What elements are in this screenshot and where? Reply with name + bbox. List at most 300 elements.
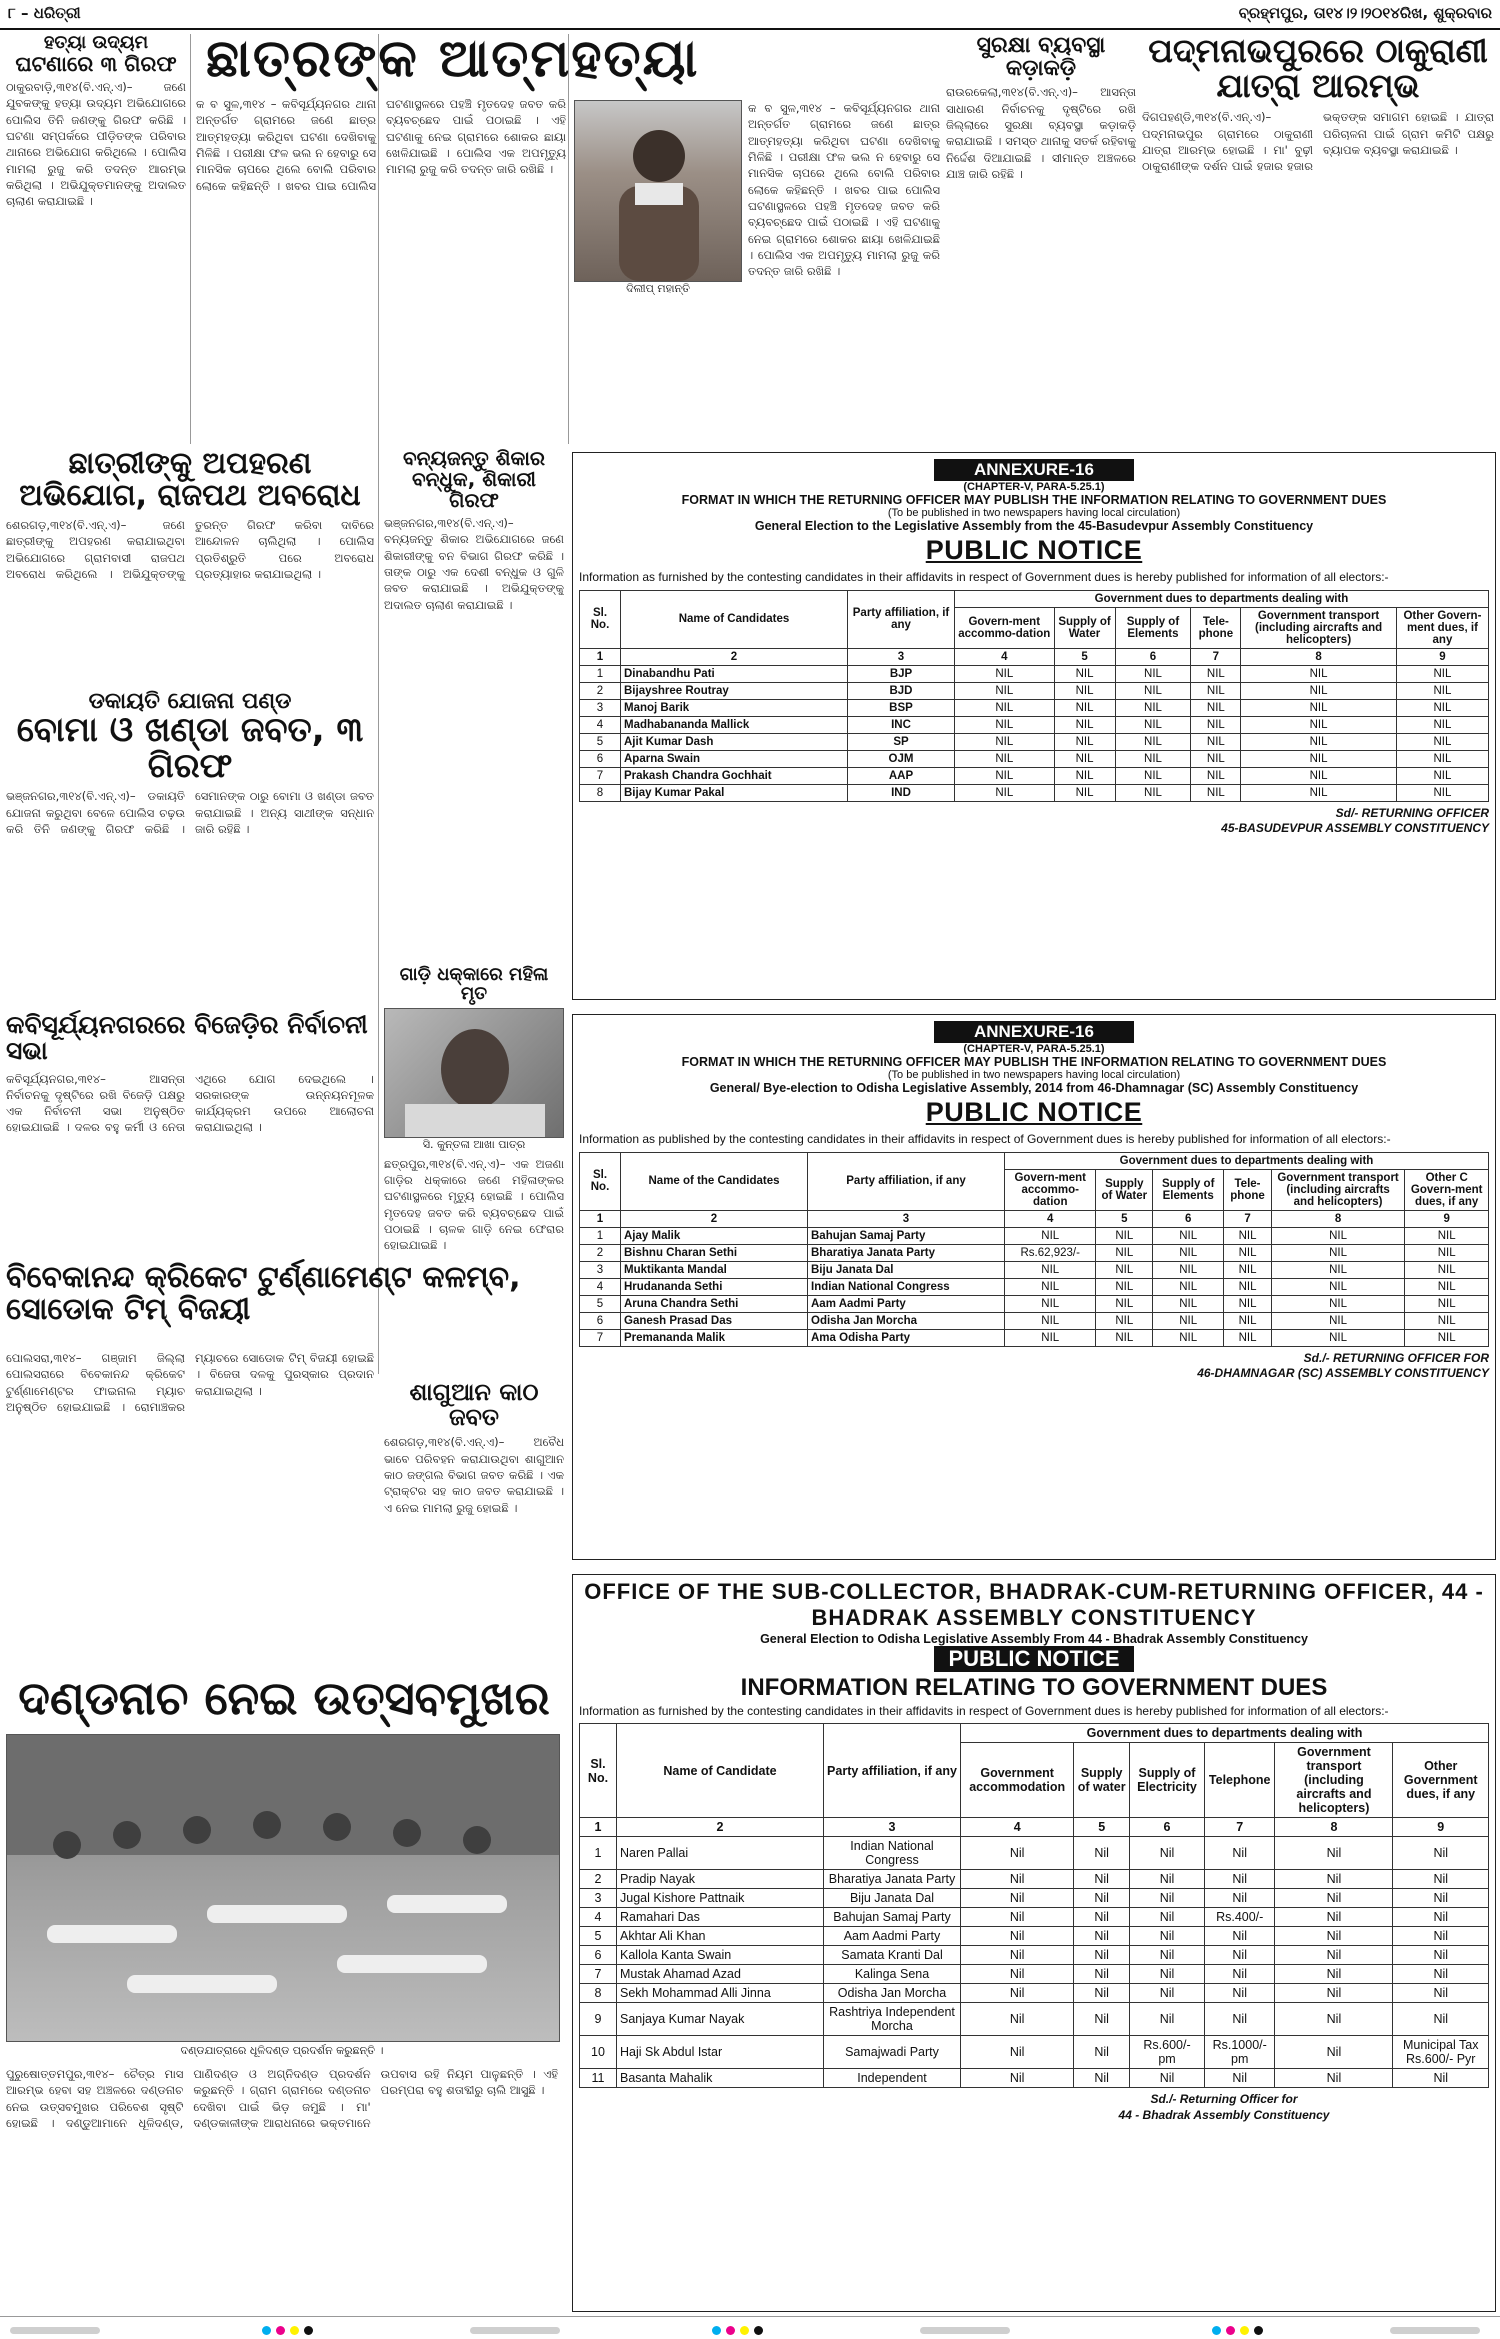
story-security — [946, 34, 1136, 414]
magenta-dot-icon — [726, 2326, 735, 2335]
table-cell: NIL — [955, 784, 1055, 801]
cyan-dot-icon — [1212, 2326, 1221, 2335]
table-cell: NIL — [1396, 733, 1488, 750]
table-cell: Sanjaya Kumar Nayak — [617, 2003, 824, 2036]
table-cell: NIL — [1054, 784, 1115, 801]
table-cell: NIL — [1191, 682, 1241, 699]
table-cell: Nil — [1205, 1927, 1275, 1946]
table-cell: NIL — [1153, 1261, 1224, 1278]
column-number: 8 — [1271, 1210, 1405, 1227]
table-cell: NIL — [1224, 1227, 1272, 1244]
table-cell: Pradip Nayak — [617, 1870, 824, 1889]
story-body: ଶେରଗଡ଼,୩୧୪(ବି.ଏନ୍.ଏ)– ଅବୈଧ ଭାବେ ପରିବହନ କରାଯାଉଥିବା ଶାଗୁଆନ କାଠ ଜଙ୍ଗଲ ବିଭାଗ ଜବତ କରିଛି । ଏକ ଟ୍ରାକ୍ଟର ସହ କାଠ ଜବତ କରାଯାଇଛି । ଏ ନେଇ ମାମଲା ରୁଜୁ ହୋଇଛି । — [384, 1435, 564, 1515]
table-cell: NIL — [1096, 1244, 1153, 1261]
table-cell: NIL — [1191, 665, 1241, 682]
story-headline: ଘଟଣାରେ ୩ ଗିରଫ — [15, 51, 177, 76]
col-header: Name of Candidate — [617, 1724, 824, 1818]
story-body: କବିସୂର୍ଯ୍ୟନଗର,୩୧୪– ଆସନ୍ତା ନିର୍ବାଚନକୁ ଦୃଷ୍ଟିରେ ରଖି ବିଜେଡ଼ି ପକ୍ଷରୁ ଏକ ନିର୍ବାଚନୀ ସଭା ଅନୁଷ୍ଠିତ ହୋଇଯାଇଛି । ଦଳର ବହୁ କର୍ମୀ ଓ ନେତା ଏଥିରେ ଯୋଗ ଦେଇଥିଲେ । ସରକାରଙ୍କ ଉନ୍ନୟନମୂଳକ କାର୍ଯ୍ୟକ୍ରମ ଉପରେ ଆଲୋଚନା କରାଯାଇଥିଲା । — [6, 1071, 374, 1135]
table-cell: NIL — [1405, 1295, 1489, 1312]
table-cell: NIL — [1005, 1295, 1096, 1312]
table-cell: NIL — [1191, 716, 1241, 733]
table-row — [580, 1946, 1489, 1965]
table-cell: Nil — [1130, 1837, 1205, 1870]
election-title: General Election to Odisha Legislative Assembly From 44 - Bhadrak Assembly Constituency — [760, 1631, 1308, 1646]
story-kicker: ଡକାୟତି ଯୋଜନା ପଣ୍ଡ — [88, 689, 292, 714]
election-title: General/ Bye-election to Odisha Legislative Assembly, 2014 from 46-Dhamnagar (SC) Assembly Constituency — [709, 1081, 1359, 1095]
column-number-row — [580, 1210, 1489, 1227]
story-headline: ଛାତ୍ରଙ୍କ ଆତ୍ମହତ୍ୟା — [206, 29, 700, 89]
table-cell: Nil — [961, 2069, 1074, 2088]
column-number: 3 — [824, 1818, 961, 1837]
photo-caption: ସି. କୁନ୍ତଳା ଆଖା ପାତ୍ର — [422, 1137, 526, 1151]
table-cell: NIL — [1153, 1312, 1224, 1329]
story-headline: ଛାତ୍ରୀଙ୍କୁ ଅପହରଣ ଅଭିଯୋଗ, ରାଜପଥ ଅବରୋଧ — [19, 446, 361, 513]
table-cell: 5 — [580, 733, 621, 750]
student-photo — [574, 100, 742, 282]
table-cell: NIL — [1191, 767, 1241, 784]
notice-subtitle: INFORMATION RELATING TO GOVERNMENT DUES — [740, 1673, 1328, 1701]
column-rule — [568, 34, 569, 444]
table-cell: NIL — [1153, 1329, 1224, 1346]
table-cell: Nil — [1130, 1870, 1205, 1889]
table-cell: NIL — [1224, 1329, 1272, 1346]
table-cell: NIL — [1224, 1278, 1272, 1295]
table-cell: NIL — [1396, 716, 1488, 733]
accident-photo — [384, 1008, 564, 1138]
black-dot-icon — [1254, 2326, 1263, 2335]
column-number: 5 — [1074, 1818, 1130, 1837]
table-row — [580, 699, 1489, 716]
table-cell: Basanta Mahalik — [617, 2069, 824, 2088]
chapter-ref: (CHAPTER-V, PARA-5.25.1) — [963, 481, 1105, 493]
dues-table — [579, 1723, 1489, 2088]
table-cell: Ajay Malik — [621, 1227, 808, 1244]
table-cell: Nil — [1130, 2069, 1205, 2088]
story-body: ପୁରୁଷୋତ୍ତମପୁର,୩୧୪– ଚୈତ୍ର ମାସ ଆରମ୍ଭ ହେବା ସହ ଅଞ୍ଚଳରେ ଦଣ୍ଡନାଚ ନେଇ ଉତ୍ସବମୁଖର ପରିବେଶ ସୃଷ୍ଟି ହୋଇଛି । ଦଣ୍ଡୁଆମାନେ ଧୂଳିଦଣ୍ଡ, ପାଣିଦଣ୍ଡ ଓ ଅଗ୍ନିଦଣ୍ଡ ପ୍ରଦର୍ଶନ କରୁଛନ୍ତି । ଗ୍ରାମ ଗ୍ରାମରେ ଦଣ୍ଡନାଚ ଦେଖିବା ପାଇଁ ଭିଡ଼ ଜମୁଛି । ମା' ଦଣ୍ଡକାଳୀଙ୍କ ଆରାଧନାରେ ଭକ୍ତମାନେ ଉପବାସ ରହି ନିୟମ ପାଳୁଛନ୍ତି । ଏହି ପରମ୍ପରା ବହୁ ଶତାବ୍ଦୀରୁ ଚାଲି ଆସୁଛି । — [6, 2067, 558, 2130]
story-headline: ସୁରକ୍ଷା ବ୍ୟବସ୍ଥା କଡ଼ାକଡ଼ି — [976, 33, 1106, 82]
table-body — [580, 1210, 1489, 1346]
column-number: 6 — [1130, 1818, 1205, 1837]
col-header: Name of the Candidates — [621, 1152, 808, 1210]
table-cell: 6 — [580, 1312, 621, 1329]
dues-table — [579, 590, 1489, 802]
table-cell: SP — [848, 733, 955, 750]
table-cell: NIL — [1405, 1227, 1489, 1244]
table-row — [580, 1295, 1489, 1312]
table-cell: Kallola Kanta Swain — [617, 1946, 824, 1965]
table-cell: Nil — [1205, 1889, 1275, 1908]
table-cell: NIL — [1241, 784, 1397, 801]
column-number: 9 — [1405, 1210, 1489, 1227]
table-cell: Nil — [1130, 1927, 1205, 1946]
table-cell: Hrudananda Sethi — [621, 1278, 808, 1295]
table-cell: NIL — [1241, 733, 1397, 750]
table-row — [580, 750, 1489, 767]
table-cell: Biju Janata Dal — [824, 1889, 961, 1908]
column-number: 6 — [1153, 1210, 1224, 1227]
story-murder — [6, 34, 186, 409]
table-cell: Nil — [1205, 1965, 1275, 1984]
table-cell: NIL — [1153, 1295, 1224, 1312]
table-cell: Bishnu Charan Sethi — [621, 1244, 808, 1261]
group-header: Government dues to departments dealing with — [1005, 1152, 1489, 1169]
table-cell: Nil — [1205, 2003, 1275, 2036]
black-dot-icon — [304, 2326, 313, 2335]
office-title: OFFICE OF THE SUB-COLLECTOR, BHADRAK-CUM-RETURNING OFFICER, 44 - BHADRAK ASSEMBLY CONSTITUENCY — [584, 1579, 1484, 1631]
table-cell: Nil — [1393, 1946, 1489, 1965]
table-cell: NIL — [1054, 699, 1115, 716]
yellow-dot-icon — [1240, 2326, 1249, 2335]
table-cell: NIL — [1271, 1227, 1405, 1244]
col-header: Supply of Elements — [1153, 1169, 1224, 1210]
election-title: General Election to the Legislative Assembly from the 45-Basudevpur Assembly Constituency — [754, 519, 1314, 533]
table-cell: Madhabananda Mallick — [621, 716, 848, 733]
column-number: 3 — [808, 1210, 1005, 1227]
table-cell: NIL — [1241, 716, 1397, 733]
col-header: Supply of Elements — [1115, 607, 1191, 648]
table-cell: Sekh Mohammad Alli Jinna — [617, 1984, 824, 2003]
col-header: Other Government dues, if any — [1393, 1743, 1489, 1818]
signature-line: 46-DHAMNAGAR (SC) ASSEMBLY CONSTITUENCY — [1197, 1366, 1489, 1381]
photo-caption: ଦିଲୀପ୍ ମହାନ୍ତି — [626, 282, 690, 295]
table-cell: Nil — [1130, 2003, 1205, 2036]
table-cell: 1 — [580, 1227, 621, 1244]
signature-line: Sd./- Returning Officer for — [1150, 2092, 1298, 2107]
story-kicker: ହତ୍ୟା ଉଦ୍ୟମ — [43, 32, 149, 53]
magenta-dot-icon — [1226, 2326, 1235, 2335]
col-header: Sl. No. — [580, 1724, 617, 1818]
table-cell: Nil — [1074, 1837, 1130, 1870]
table-cell: NIL — [1396, 665, 1488, 682]
cyan-dot-icon — [262, 2326, 271, 2335]
table-cell: Samajwadi Party — [824, 2036, 961, 2069]
col-header: Tele-phone — [1191, 607, 1241, 648]
table-cell: Manoj Barik — [621, 699, 848, 716]
table-cell: NIL — [1096, 1295, 1153, 1312]
table-cell: Nil — [1074, 1946, 1130, 1965]
table-cell: NIL — [1153, 1227, 1224, 1244]
table-cell: 2 — [580, 1870, 617, 1889]
table-cell: Ramahari Das — [617, 1908, 824, 1927]
table-cell: Nil — [1205, 1946, 1275, 1965]
table-cell: Nil — [961, 2003, 1074, 2036]
col-header: Other Govern-ment dues, if any — [1396, 607, 1488, 648]
table-cell: Ajit Kumar Dash — [621, 733, 848, 750]
table-cell: Muktikanta Mandal — [621, 1261, 808, 1278]
col-header: Govern-ment accommo-dation — [955, 607, 1055, 648]
table-cell: NIL — [955, 750, 1055, 767]
col-header: Tele-phone — [1224, 1169, 1272, 1210]
table-cell: NIL — [1054, 767, 1115, 784]
column-number: 3 — [848, 648, 955, 665]
table-cell: Naren Pallai — [617, 1837, 824, 1870]
column-number-row — [580, 1818, 1489, 1837]
table-cell: Nil — [1205, 2069, 1275, 2088]
col-header: Supply of water — [1074, 1743, 1130, 1818]
signature — [579, 2092, 1489, 2123]
victim-photo-icon — [385, 1009, 564, 1137]
table-row — [580, 1278, 1489, 1295]
table-cell: NIL — [1271, 1278, 1405, 1295]
table-cell: NIL — [1191, 784, 1241, 801]
table-row — [580, 1227, 1489, 1244]
column-rule — [190, 34, 191, 444]
story-body: ଶେରଗଡ଼,୩୧୪(ବି.ଏନ୍.ଏ)– ଜଣେ ଛାତ୍ରୀଙ୍କୁ ଅପହରଣ କରାଯାଇଥିବା ଅଭିଯୋଗରେ ଗ୍ରାମବାସୀ ରାଜପଥ ଅବରୋଧ କରିଥିଲେ । ଅଭିଯୁକ୍ତଙ୍କୁ ତୁରନ୍ତ ଗିରଫ କରିବା ଦାବିରେ ଆନ୍ଦୋଳନ ଚାଲିଥିଲା । ପୋଲିସ ପ୍ରତିଶ୍ରୁତି ପରେ ଅବରୋଧ ପ୍ରତ୍ୟାହାର କରାଯାଇଥିଲା । — [6, 518, 374, 581]
table-cell: Nil — [1130, 1946, 1205, 1965]
table-cell: Aparna Swain — [621, 750, 848, 767]
story-body-cont: କ ବ ସୁଳ,୩୧୪ – କବିସୂର୍ଯ୍ୟନଗର ଥାନା ଅନ୍ତର୍ଗତ ଗ୍ରାମରେ ଜଣେ ଛାତ୍ର ଆତ୍ମହତ୍ୟା କରିଥିବା ଘଟଣା ଦେଖିବାକୁ ମିଳିଛି । ପରୀକ୍ଷା ଫଳ ଭଲ ନ ହେବାରୁ ସେ ମାନସିକ ଚାପରେ ଥିଲେ ବୋଲି ପରିବାର ଲୋକେ କହିଛନ୍ତି । ଖବର ପାଇ ପୋଲିସ ଘଟଣାସ୍ଥଳରେ ପହଞ୍ଚି ମୃତଦେହ ଜବତ କରି ବ୍ୟବଚ୍ଛେଦ ପାଇଁ ପଠାଇଛି । ଏହି ଘଟଣାକୁ ନେଇ ଗ୍ରାମରେ ଶୋକର ଛାୟା ଖେଳିଯାଇଛି । ପୋଲିସ ଏକ ଅପମୃତ୍ୟୁ ମାମଲା ରୁଜୁ କରି ତଦନ୍ତ ଜାରି ରଖିଛି । — [748, 101, 940, 279]
format-title: FORMAT IN WHICH THE RETURNING OFFICER MAY PUBLISH THE INFORMATION RELATING TO GOVERNMENT DUES — [681, 1055, 1387, 1069]
table-cell: Nil — [1074, 2069, 1130, 2088]
table-cell: Indian National Congress — [824, 1837, 961, 1870]
table-cell: Nil — [1275, 1927, 1393, 1946]
column-number: 8 — [1275, 1818, 1393, 1837]
table-cell: Nil — [1074, 1965, 1130, 1984]
table-cell: NIL — [1054, 665, 1115, 682]
story-bjd-meeting — [6, 1012, 374, 1291]
notice-title: PUBLIC NOTICE — [925, 535, 1143, 565]
story-headline: ପଦ୍ମନାଭପୁରରେ ଠାକୁରାଣୀ ଯାତ୍ରା ଆରମ୍ଭ — [1148, 31, 1488, 105]
chapter-ref: (CHAPTER-V, PARA-5.25.1) — [963, 1043, 1105, 1055]
column-number: 8 — [1241, 648, 1397, 665]
col-header: Sl. No. — [580, 1152, 621, 1210]
column-number: 9 — [1393, 1818, 1489, 1837]
table-cell: Nil — [1074, 2036, 1130, 2069]
table-cell: NIL — [1396, 750, 1488, 767]
table-cell: Nil — [961, 1927, 1074, 1946]
table-cell: BJP — [848, 665, 955, 682]
table-cell: 1 — [580, 665, 621, 682]
format-title: FORMAT IN WHICH THE RETURNING OFFICER MAY PUBLISH THE INFORMATION RELATING TO GOVERNMENT DUES — [681, 493, 1387, 507]
table-cell: Nil — [1130, 1984, 1205, 2003]
black-dot-icon — [754, 2326, 763, 2335]
table-cell: Nil — [1130, 1908, 1205, 1927]
table-cell: NIL — [1241, 665, 1397, 682]
table-cell: NIL — [1396, 699, 1488, 716]
column-number: 7 — [1224, 1210, 1272, 1227]
table-cell: NIL — [955, 665, 1055, 682]
table-cell: Nil — [1393, 1889, 1489, 1908]
table-cell: NIL — [955, 716, 1055, 733]
table-cell: NIL — [1396, 767, 1488, 784]
story-headline: ବନ୍ୟଜନ୍ତୁ ଶିକାର ବନ୍ଧୁକ, ଶିକାରୀ ଗିରଫ — [402, 446, 546, 512]
notice-intro: Information as furnished by the contesting candidates in their affidavits in respect of Government dues is hereby published for information of all electors:- — [579, 570, 1389, 584]
table-cell: Nil — [1205, 1984, 1275, 2003]
table-cell: INC — [848, 716, 955, 733]
dues-table — [579, 1152, 1489, 1347]
registration-bar — [920, 2327, 1010, 2334]
story-body: କ ବ ସୁଳ,୩୧୪ – କବିସୂର୍ଯ୍ୟନଗର ଥାନା ଅନ୍ତର୍ଗତ ଗ୍ରାମରେ ଜଣେ ଛାତ୍ର ଆତ୍ମହତ୍ୟା କରିଥିବା ଘଟଣା ଦେଖିବାକୁ ମିଳିଛି । ପରୀକ୍ଷା ଫଳ ଭଲ ନ ହେବାରୁ ସେ ମାନସିକ ଚାପରେ ଥିଲେ ବୋଲି ପରିବାର ଲୋକେ କହିଛନ୍ତି । ଖବର ପାଇ ପୋଲିସ ଘଟଣାସ୍ଥଳରେ ପହଞ୍ଚି ମୃତଦେହ ଜବତ କରି ବ୍ୟବଚ୍ଛେଦ ପାଇଁ ପଠାଇଛି । ଏହି ଘଟଣାକୁ ନେଇ ଗ୍ରାମରେ ଶୋକର ଛାୟା ଖେଳିଯାଇଛି । ପୋଲିସ ଏକ ଅପମୃତ୍ୟୁ ମାମଲା ରୁଜୁ କରି ତଦନ୍ତ ଜାରି ରଖିଛି । — [196, 97, 566, 193]
table-body — [580, 1818, 1489, 2088]
table-cell: Nil — [1393, 2003, 1489, 2036]
column-number: 5 — [1096, 1210, 1153, 1227]
table-cell: Nil — [1393, 2069, 1489, 2088]
table-cell: Nil — [961, 1984, 1074, 2003]
annexure-tag: ANNEXURE-16 — [934, 459, 1134, 481]
table-cell: Ama Odisha Party — [808, 1329, 1005, 1346]
signature-line: Sd./- RETURNING OFFICER FOR — [1303, 1350, 1489, 1365]
table-row — [580, 1261, 1489, 1278]
table-cell: Independent — [824, 2069, 961, 2088]
table-cell: NIL — [1271, 1312, 1405, 1329]
publish-note: (To be published in two newspapers having local circulation) — [887, 1069, 1181, 1081]
person-silhouette-icon — [575, 101, 742, 281]
table-cell: Bharatiya Janata Party — [824, 1870, 961, 1889]
table-cell: Odisha Jan Morcha — [824, 1984, 961, 2003]
column-number: 6 — [1115, 648, 1191, 665]
table-row — [580, 1244, 1489, 1261]
table-cell: Akhtar Ali Khan — [617, 1927, 824, 1946]
table-cell: Nil — [1275, 1908, 1393, 1927]
danda-photo — [6, 1734, 560, 2042]
column-number: 4 — [955, 648, 1055, 665]
table-cell: NIL — [1115, 665, 1191, 682]
table-cell: Nil — [1205, 1870, 1275, 1889]
table-row — [580, 733, 1489, 750]
signature — [579, 806, 1489, 837]
col-header: Supply of Electricity — [1130, 1743, 1205, 1818]
table-cell: Rs.600/- pm — [1130, 2036, 1205, 2069]
table-row — [580, 682, 1489, 699]
column-number: 1 — [580, 1210, 621, 1227]
table-cell: NIL — [1224, 1295, 1272, 1312]
table-cell: NIL — [1191, 733, 1241, 750]
table-cell: 8 — [580, 784, 621, 801]
table-cell: NIL — [1054, 733, 1115, 750]
table-cell: NIL — [1405, 1278, 1489, 1295]
col-header: Party affiliation, if any — [824, 1724, 961, 1818]
table-cell: 3 — [580, 699, 621, 716]
yellow-dot-icon — [740, 2326, 749, 2335]
table-cell: 7 — [580, 1329, 621, 1346]
col-header: Other C Govern-ment dues, if any — [1405, 1169, 1489, 1210]
column-number: 1 — [580, 1818, 617, 1837]
table-cell: NIL — [955, 699, 1055, 716]
table-row — [580, 1908, 1489, 1927]
table-cell: Nil — [961, 1837, 1074, 1870]
col-header: Govern-ment accommo-dation — [1005, 1169, 1096, 1210]
table-cell: NIL — [1271, 1295, 1405, 1312]
col-header: Name of Candidates — [621, 590, 848, 648]
dateline: ବ୍ରହ୍ମପୁର, ତା୧୪।୨।୨୦୧୪ରିଖ, ଶୁକ୍ରବାର — [1238, 4, 1492, 22]
story-headline: ଶାଗୁଆନ କାଠ ଜବତ — [409, 1378, 539, 1432]
signature-line: 45-BASUDEVPUR ASSEMBLY CONSTITUENCY — [1221, 821, 1489, 836]
table-cell: Bahujan Samaj Party — [808, 1227, 1005, 1244]
col-header: Government accommodation — [961, 1743, 1074, 1818]
story-headline: ଦଣ୍ଡନାଚ ନେଇ ଉତ୍ସବମୁଖର — [18, 1671, 550, 1725]
table-cell: Nil — [1393, 1927, 1489, 1946]
table-cell: NIL — [1115, 767, 1191, 784]
table-cell: BSP — [848, 699, 955, 716]
table-cell: Nil — [1393, 1984, 1489, 2003]
table-row — [580, 1837, 1489, 1870]
story-danda — [6, 1671, 562, 1725]
table-cell: NIL — [1271, 1261, 1405, 1278]
table-cell: 10 — [580, 2036, 617, 2069]
crowd-photo-icon — [7, 1735, 559, 2041]
table-cell: Bijayshree Routray — [621, 682, 848, 699]
table-cell: 11 — [580, 2069, 617, 2088]
story-headline: ବୋମା ଓ ଖଣ୍ଡା ଜବତ, ୩ ଗିରଫ — [16, 710, 364, 786]
table-cell: Nil — [1074, 2003, 1130, 2036]
table-cell: 6 — [580, 750, 621, 767]
table-cell: NIL — [1405, 1244, 1489, 1261]
signature-line: 44 - Bhadrak Assembly Constituency — [1118, 2107, 1330, 2122]
registration-bar — [10, 2327, 100, 2334]
table-row — [580, 1927, 1489, 1946]
column-number: 7 — [1205, 1818, 1275, 1837]
table-cell: NIL — [1115, 784, 1191, 801]
table-row — [580, 1870, 1489, 1889]
table-cell: NIL — [1115, 682, 1191, 699]
public-notice-basudevpur — [572, 452, 1496, 1000]
public-notice-dhamnagar — [572, 1014, 1496, 1560]
story-headline: ଗାଡ଼ି ଧକ୍କାରେ ମହିଳା ମୃତ — [399, 964, 549, 1004]
table-cell: NIL — [1005, 1278, 1096, 1295]
table-cell: 9 — [580, 2003, 617, 2036]
table-cell: Nil — [961, 1946, 1074, 1965]
table-cell: 4 — [580, 1278, 621, 1295]
column-number: 7 — [1191, 648, 1241, 665]
story-headline: ବିବେକାନନ୍ଦ କ୍ରିକେଟ ଟୁର୍ଣ୍ଣାମେଣ୍ଟ କଳମ୍ବ, ସୋଡୋକ ଟିମ୍ ବିଜୟୀ — [6, 1260, 521, 1327]
table-cell: NIL — [1405, 1261, 1489, 1278]
table-cell: NIL — [1241, 750, 1397, 767]
table-cell: NIL — [1271, 1329, 1405, 1346]
story-body: ରାଉରକେଲା,୩୧୪(ବି.ଏନ୍.ଏ)– ଆସନ୍ତା ସାଧାରଣ ନିର୍ବାଚନକୁ ଦୃଷ୍ଟିରେ ରଖି ଜିଲ୍ଲାରେ ସୁରକ୍ଷା ବ୍ୟବସ୍ଥା କଡ଼ାକଡ଼ି କରାଯାଇଛି । ସମସ୍ତ ଥାନାକୁ ସତର୍କ ରହିବାକୁ ନିର୍ଦ୍ଦେଶ ଦିଆଯାଇଛି । ସୀମାନ୍ତ ଅଞ୍ଚଳରେ ଯାଞ୍ଚ ଜାରି ରହିଛି । — [946, 85, 1136, 181]
table-cell: Aam Aadmi Party — [808, 1295, 1005, 1312]
table-cell: Samata Kranti Dal — [824, 1946, 961, 1965]
story-body: ଠାକୁରବାଡ଼ି,୩୧୪(ବି.ଏନ୍.ଏ)– ଜଣେ ଯୁବକଙ୍କୁ ହତ୍ୟା ଉଦ୍ୟମ ଅଭିଯୋଗରେ ପୋଲିସ ତିନି ଜଣଙ୍କୁ ଗିରଫ କରିଛି । ଘଟଣା ସମ୍ପର୍କରେ ପୀଡ଼ିତଙ୍କ ପରିବାର ଥାନାରେ ଅଭିଯୋଗ କରିଥିଲେ । ପୋଲିସ ମାମଲା ରୁଜୁ କରି ତଦନ୍ତ ଆରମ୍ଭ କରିଥିଲା । ଅଭିଯୁକ୍ତମାନଙ୍କୁ ଅଦାଲତ ଚାଲାଣ କରାଯାଇଛି । — [6, 79, 186, 209]
table-row — [580, 767, 1489, 784]
col-header: Government transport (including aircrafts and helicopters) — [1271, 1169, 1405, 1210]
table-cell: Rashtriya Independent Morcha — [824, 2003, 961, 2036]
table-cell: NIL — [1224, 1312, 1272, 1329]
col-header: Sl. No. — [580, 590, 621, 648]
table-cell: Bharatiya Janata Party — [808, 1244, 1005, 1261]
table-cell: Prakash Chandra Gochhait — [621, 767, 848, 784]
table-cell: 5 — [580, 1295, 621, 1312]
table-cell: Nil — [1275, 2003, 1393, 2036]
table-cell: NIL — [1271, 1244, 1405, 1261]
table-cell: 7 — [580, 1965, 617, 1984]
table-cell: Jugal Kishore Pattnaik — [617, 1889, 824, 1908]
notice-intro: Information as furnished by the contesting candidates in their affidavits in respect of Government dues is hereby published for information of all electors:- — [579, 1703, 1389, 1718]
signature-line: Sd/- RETURNING OFFICER — [1335, 805, 1489, 820]
column-number-row — [580, 648, 1489, 665]
table-cell: NIL — [1191, 699, 1241, 716]
table-cell: Kalinga Sena — [824, 1965, 961, 1984]
table-cell: 5 — [580, 1927, 617, 1946]
signature — [579, 1351, 1489, 1382]
table-cell: NIL — [1096, 1278, 1153, 1295]
table-cell: NIL — [1115, 716, 1191, 733]
table-cell: NIL — [1054, 716, 1115, 733]
table-cell: 4 — [580, 1908, 617, 1927]
table-row — [580, 2003, 1489, 2036]
table-cell: Nil — [1074, 1984, 1130, 2003]
col-header: Party affiliation, if any — [808, 1152, 1005, 1210]
table-cell: Indian National Congress — [808, 1278, 1005, 1295]
table-cell: Nil — [1275, 2036, 1393, 2069]
story-body: ଦିଗପହଣ୍ଡି,୩୧୪(ବି.ଏନ୍.ଏ)– ପଦ୍ମନାଭପୁର ଗ୍ରାମରେ ଠାକୁରାଣୀ ଯାତ୍ରା ଆରମ୍ଭ ହୋଇଛି । ମା' ବୁଢ଼ୀ ଠାକୁରାଣୀଙ୍କ ଦର୍ଶନ ପାଇଁ ହଜାର ହଜାର ଭକ୍ତଙ୍କ ସମାଗମ ହୋଇଛି । ଯାତ୍ରା ପରିଚାଳନା ପାଇଁ ଗ୍ରାମ କମିଟି ପକ୍ଷରୁ ବ୍ୟାପକ ବ୍ୟବସ୍ଥା କରାଯାଇଛି । — [1142, 110, 1494, 174]
col-header: Supply of Water — [1054, 607, 1115, 648]
page-label: ୮ – ଧରିତ୍ରୀ — [8, 4, 81, 22]
table-cell: Rs.1000/- pm — [1205, 2036, 1275, 2069]
notice-title: PUBLIC NOTICE — [925, 1097, 1143, 1127]
column-number: 5 — [1054, 648, 1115, 665]
table-cell: 1 — [580, 1837, 617, 1870]
story-body: ପୋଲସରା,୩୧୪– ଗଞ୍ଜାମ ଜିଲ୍ଲା ପୋଲସରାରେ ବିବେକାନନ୍ଦ କ୍ରିକେଟ ଟୁର୍ଣ୍ଣାମେଣ୍ଟର ଫାଇନାଲ ମ୍ୟାଚ ଅନୁଷ୍ଠିତ ହୋଇଯାଇଛି । ରୋମାଞ୍ଚକର ମ୍ୟାଚରେ ସୋଡୋକ ଟିମ୍ ବିଜୟୀ ହୋଇଛି । ବିଜେତା ଦଳକୁ ପୁରସ୍କାର ପ୍ରଦାନ କରାଯାଇଥିଲା । — [6, 1351, 374, 1414]
